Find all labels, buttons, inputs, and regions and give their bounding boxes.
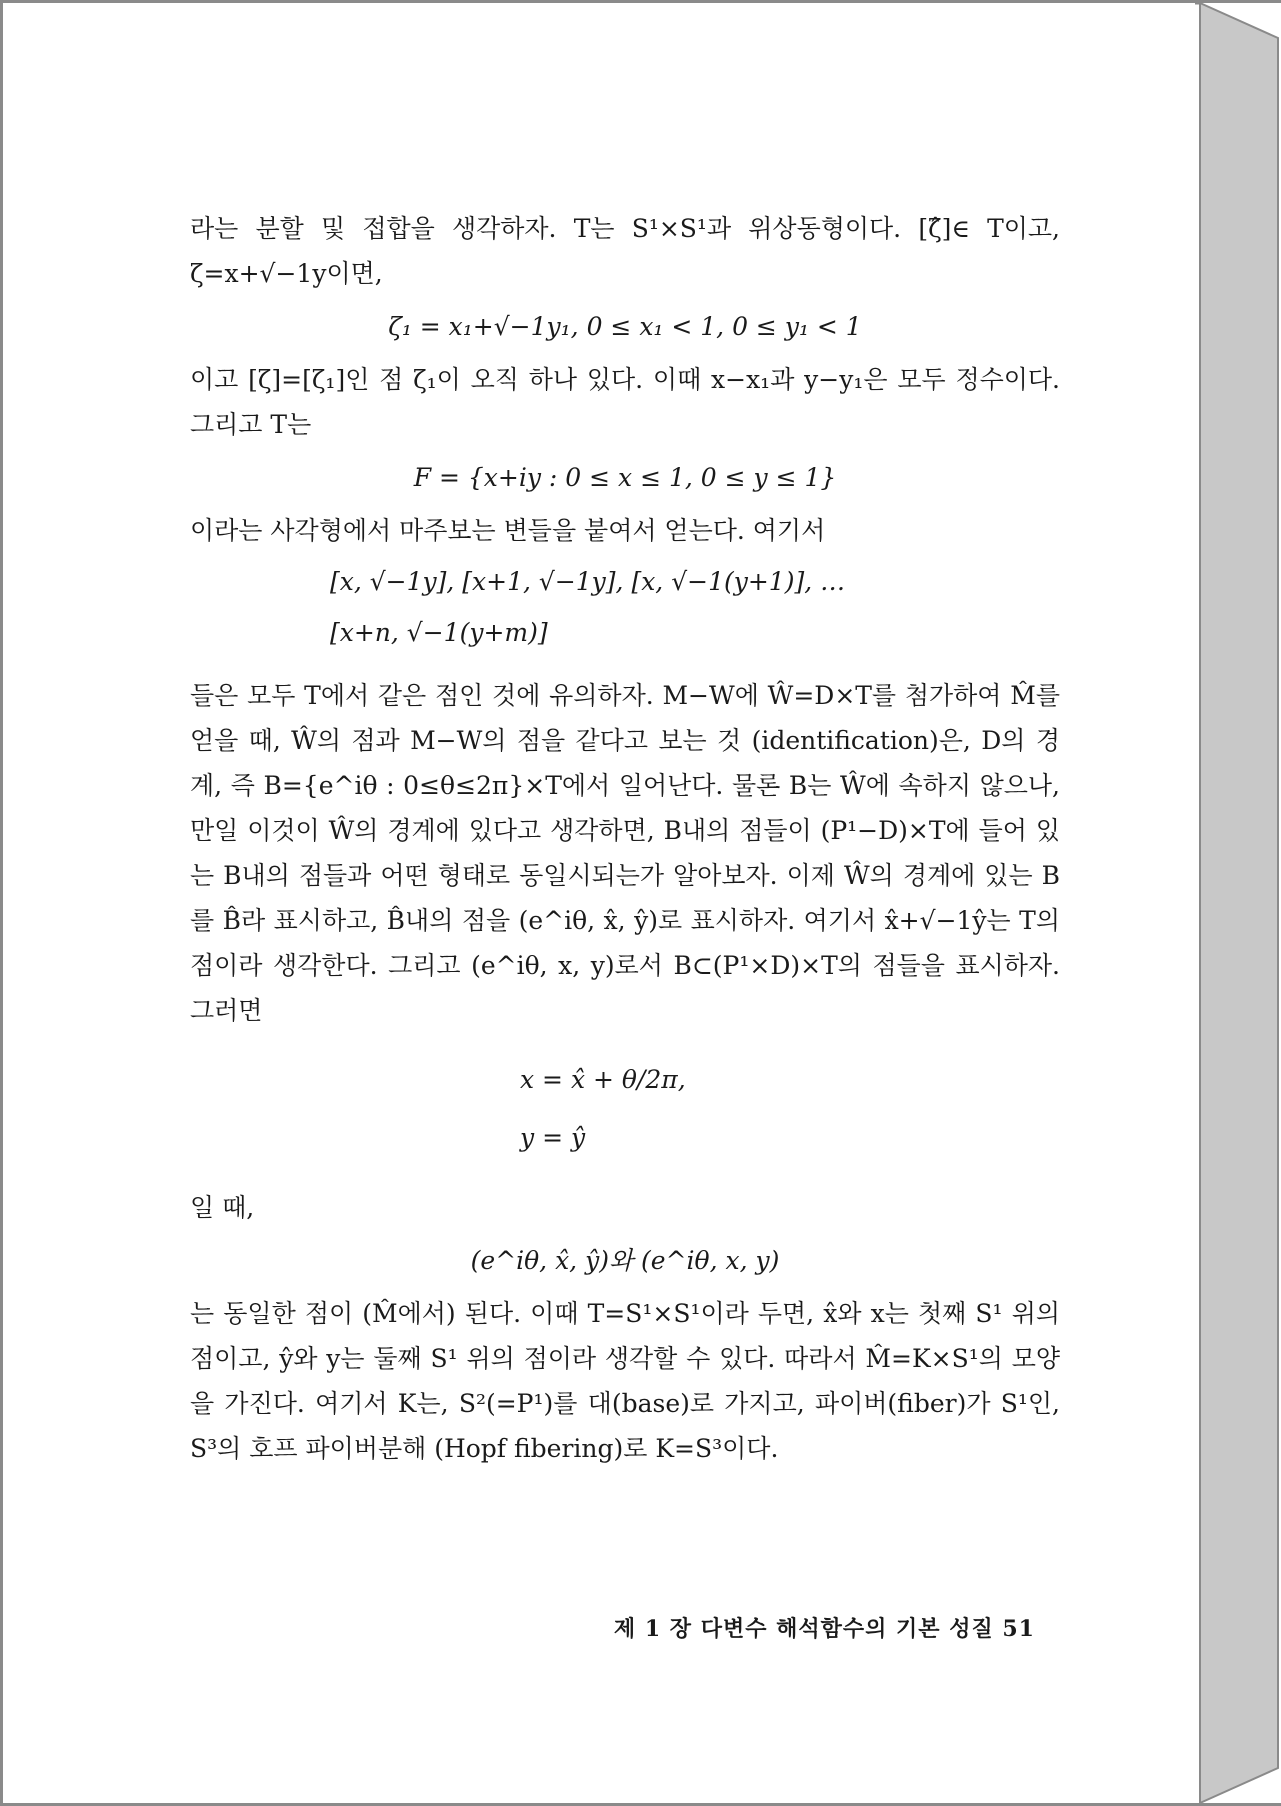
equation-y-line: y = ŷ [520,1123,586,1152]
paragraph-6: 는 동일한 점이 (M̂에서) 된다. 이때 T=S¹×S¹이라 두면, x̂와 x는 첫째 S¹ 위의 점이고, ŷ와 y는 둘째 S¹ 위의 점이라 생각할 수 있다. 따라서 M̂=K×S¹의 모양을 가진다. 여기서 K는, S²(=P¹)를 대(base)로 가지고, 파이버(fiber)가 S¹인, S³의 호프 파이버분해 (Hopf fibering)로 K=S³이다. [190,1299,1060,1463]
equation-points-pair: (e^iθ, x̂, ŷ)와 (e^iθ, x, y) [470,1246,780,1275]
paragraph-5: 일 때, [190,1193,255,1222]
paragraph-4: 들은 모두 T에서 같은 점인 것에 유의하자. M−W에 Ŵ=D×T를 첨가하여 M̂를 얻을 때, Ŵ의 점과 M−W의 점을 같다고 보는 것 (identification)은, D의 경계, 즉 B={e^iθ : 0≤θ≤2π}×T에서 일어난다. 물론 B는 Ŵ에 속하지 않으나, 만일 이것이 Ŵ의 경계에 있다고 생각하면, B내의 점들이 (P¹−D)×T에 들어 있는 B내의 점들과 어떤 형태로 동일시되는가 알아보자. 이제 Ŵ의 경계에 있는 B를 B̂라 표시하고, B̂내의 점을 (e^iθ, x̂, ŷ)로 표시하자. 여기서 x̂+√−1ŷ는 T의 점이라 생각한다. 그리고 (e^iθ, x, y)로서 B⊂(P¹×D)×T의 점들을 표시하자. 그러면 [190,681,1060,1025]
equation-xy-block [520,1051,1060,1167]
paragraph-2: 이고 [ζ]=[ζ₁]인 점 ζ₁이 오직 하나 있다. 이때 x−x₁과 y−y₁은 모두 정수이다. 그리고 T는 [190,365,1060,439]
equation-x-line: x = x̂ + θ/2π, [520,1065,686,1094]
book-edge-face [1200,3,1278,1803]
equation-zeta-one: ζ₁ = x₁+√−1y₁, 0 ≤ x₁ < 1, 0 ≤ y₁ < 1 [388,312,862,341]
equation-square-f: F = {x+iy : 0 ≤ x ≤ 1, 0 ≤ y ≤ 1} [413,463,837,492]
equation-points-line-1: [x, √−1y], [x+1, √−1y], [x, √−1(y+1)], … [330,567,846,596]
equation-points-line-2: [x+n, √−1(y+m)] [330,618,548,647]
page-content [190,206,1060,1471]
paragraph-1: 라는 분할 및 접합을 생각하자. T는 S¹×S¹과 위상동형이다. [ζ̂]∈ T이고, ζ=x+√−1y이면, [190,214,1060,288]
paragraph-3: 이라는 사각형에서 마주보는 변들을 붙여서 얻는다. 여기서 [190,516,826,545]
running-footer: 제 1 장 다변수 해석함수의 기본 성질 51 [613,1616,1035,1642]
